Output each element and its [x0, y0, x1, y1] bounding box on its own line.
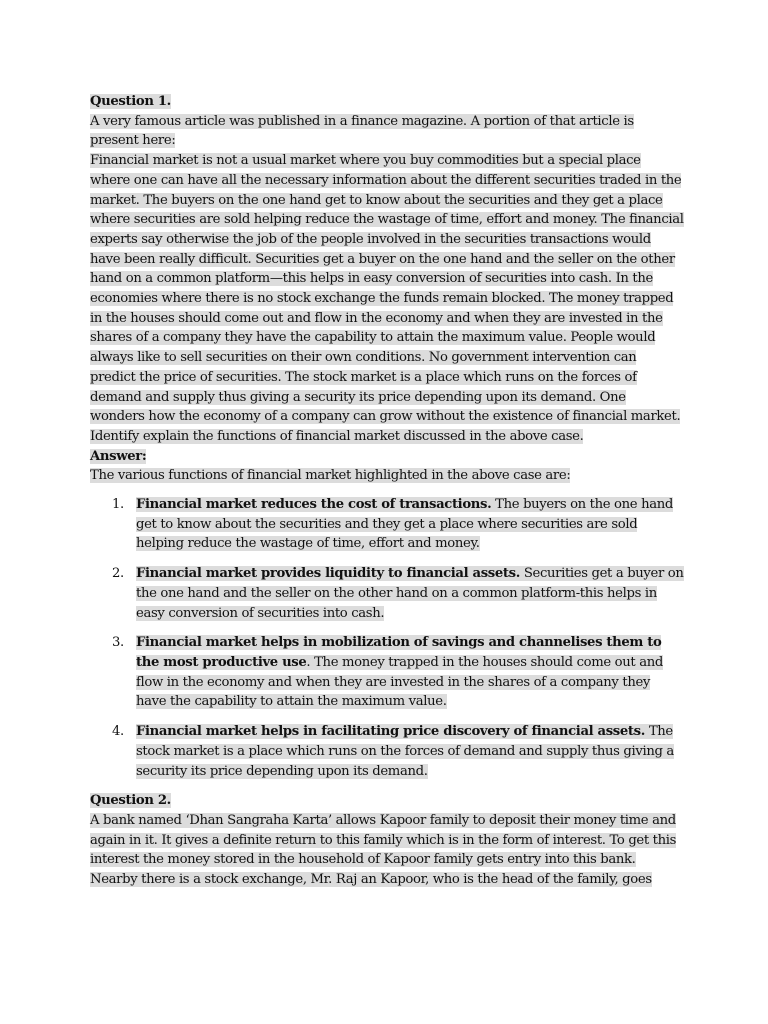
question-2-title [90, 791, 684, 811]
list-item-number: 3. [112, 635, 124, 651]
question-1-task [90, 427, 684, 447]
list-item [90, 564, 684, 623]
question-1-intro [90, 112, 684, 151]
question-1-intro-text: A very famous article was published in a finance magazine. A portion of that article is present here: [90, 113, 634, 149]
list-item-text: The stock market is a place which runs on the forces of demand and supply thus giving a security its price depending upon its demand. [136, 724, 674, 779]
list-item-text: The buyers on the one hand get to know about the securities and they get a place where securities are sold helping reduce the wastage of time, effort and money. [136, 497, 673, 552]
list-item-text: . The money trapped in the houses should come out and flow in the economy and when they are invested in the shares of a company they have the capability to attain the maximum value. [136, 654, 663, 710]
answer-label [90, 447, 684, 467]
list-item-number: 1. [112, 497, 124, 513]
list-item-heading: Financial market helps in mobilization of savings and channelises them to the most productive use [136, 635, 662, 670]
question-1-task-text: Identify explain the functions of financial market discussed in the above case. [90, 428, 584, 444]
question-2-passage [90, 811, 684, 890]
question-2-passage-text: A bank named ‘Dhan Sangraha Karta’ allows Kapoor family to deposit their money time and again in it. It gives a definite return to this family which is in the form of interest. To get this interest the money stored in the household of Kapoor family gets entry into this bank. Nearby there is a stock exchange, Mr. Raj an Kapoor, who is the head of the family, goes [90, 812, 677, 888]
answer-intro [90, 466, 684, 486]
list-item [90, 722, 684, 781]
list-item-number: 2. [112, 566, 124, 582]
question-2-title-text: Question 2. [90, 793, 171, 809]
answer-label-text: Answer: [90, 448, 147, 464]
list-item-heading: Financial market provides liquidity to financial assets. [136, 566, 520, 582]
question-1-title [90, 92, 684, 112]
list-item [90, 633, 684, 712]
list-item-heading: Financial market helps in facilitating price discovery of financial assets. [136, 724, 645, 740]
answer-list [90, 495, 684, 781]
list-item [90, 495, 684, 554]
list-item-number: 4. [112, 724, 124, 740]
list-item-heading: Financial market reduces the cost of transactions. [136, 497, 492, 513]
question-1-passage-text: Financial market is not a usual market where you buy commodities but a special place where one can have all the necessary information about the different securities traded in the market. The buyers on the one hand get to know about the securities and they get a place where securities are sold helping reduce the wastage of time, effort and money. The financial experts say otherwise the job of the people involved in the securities transactions would have been really difficult. Securities get a buyer on the one hand and the seller on the other hand on a common platform—this helps in easy conversion of securities into cash. In the economies where there is no stock exchange the funds remain blocked. The money trapped in the houses should come out and flow in the economy and when they are invested in the shares of a company they have the capability to attain the maximum value. People would always like to sell securities on their own conditions. No government intervention can predict the price of securities. The stock market is a place which runs on the forces of demand and supply thus giving a security its price depending upon its demand. One wonders how the economy of a company can grow without the existence of financial market. [90, 153, 684, 425]
question-1-title-text: Question 1. [90, 94, 171, 109]
list-item-text: Securities get a buyer on the one hand and the seller on the other hand on a common platform-this helps in easy conversion of securities into cash. [136, 566, 684, 621]
answer-intro-text: The various functions of financial market highlighted in the above case are: [90, 468, 571, 484]
question-1-passage [90, 151, 684, 427]
